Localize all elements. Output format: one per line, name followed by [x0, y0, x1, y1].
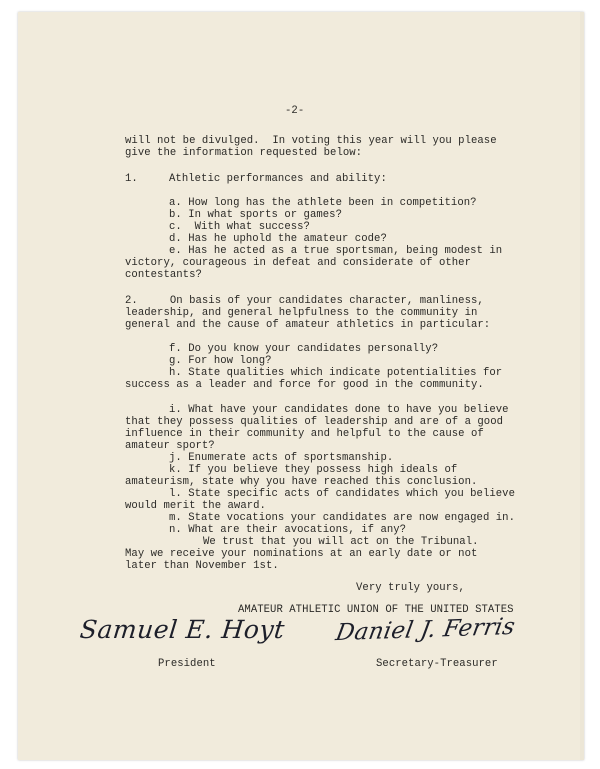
question-item: that they possess qualities of leadership and are of a good [125, 416, 504, 428]
question-item: m. State vocations your candidates are now engaged in. [169, 512, 515, 524]
question-item: amateur sport? [125, 440, 215, 452]
letter-page [18, 12, 584, 760]
signature-secretary: Daniel J. Ferris [333, 613, 518, 647]
page-number: -2- [285, 105, 305, 117]
question-item: victory, courageous in defeat and considerate of other [125, 257, 471, 269]
question-item: i. What have your candidates done to have you believe [169, 404, 509, 416]
question-item: contestants? [125, 269, 202, 281]
question-item: f. Do you know your candidates personally? [169, 343, 439, 355]
signature-president: Samuel E. Hoyt [78, 615, 287, 644]
question-item: would merit the award. [125, 500, 266, 512]
page-edge [580, 12, 584, 760]
title-president: President [158, 658, 216, 670]
closing-line: May we receive your nominations at an early date or not [125, 548, 478, 560]
question-item: influence in their community and helpful to the cause of [125, 428, 484, 440]
section-2-line: leadership, and general helpfulness to the community in [125, 307, 478, 319]
question-item: j. Enumerate acts of sportsmanship. [169, 452, 394, 464]
question-item: g. For how long? [169, 355, 272, 367]
question-item: l. State specific acts of candidates which you believe [169, 488, 515, 500]
closing-line: We trust that you will act on the Tribunal. [203, 536, 479, 548]
question-item: a. How long has the athlete been in competition? [169, 197, 477, 209]
question-item: k. If you believe they possess high ideals of [169, 464, 458, 476]
intro-line: will not be divulged. In voting this year will you please [125, 135, 497, 147]
intro-line: give the information requested below: [125, 147, 363, 159]
question-item: success as a leader and force for good in the community. [125, 379, 484, 391]
question-item: n. What are their avocations, if any? [169, 524, 407, 536]
question-item: c. With what success? [169, 221, 310, 233]
section-1-heading: Athletic performances and ability: [169, 173, 387, 185]
question-item: d. Has he uphold the amateur code? [169, 233, 387, 245]
question-item: amateurism, state why you have reached this conclusion. [125, 476, 478, 488]
organization-name: AMATEUR ATHLETIC UNION OF THE UNITED STATES [238, 604, 514, 616]
section-1-number: 1. [125, 173, 138, 185]
valediction: Very truly yours, [356, 582, 465, 594]
closing-line: later than November 1st. [125, 560, 279, 572]
section-2-line: general and the cause of amateur athletics in particular: [125, 319, 491, 331]
question-item: b. In what sports or games? [169, 209, 342, 221]
question-item: h. State qualities which indicate potentialities for [169, 367, 503, 379]
question-item: e. Has he acted as a true sportsman, being modest in [169, 245, 503, 257]
title-secretary: Secretary-Treasurer [376, 658, 498, 670]
section-2-line: 2. On basis of your candidates character, manliness, [125, 295, 484, 307]
